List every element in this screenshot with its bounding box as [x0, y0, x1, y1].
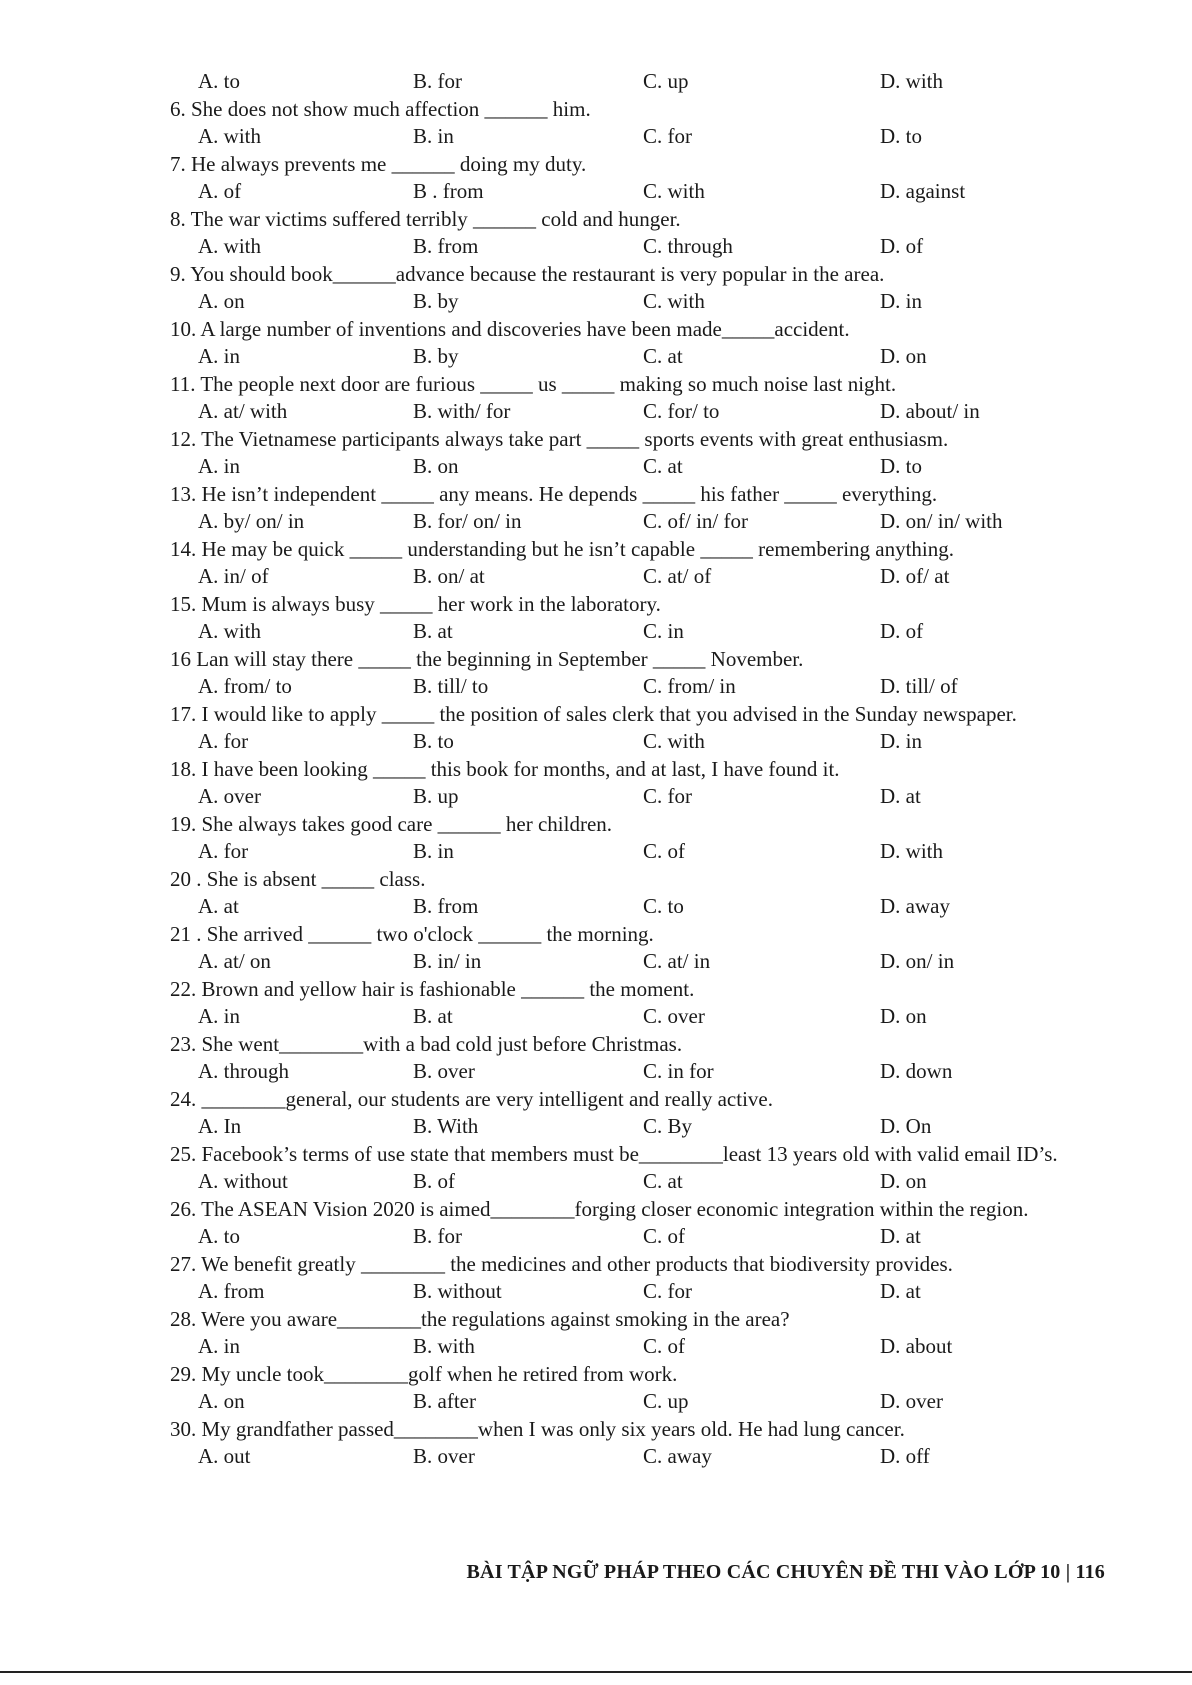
question-text: 11. The people next door are furious _____ us _____ making so much noise last night.: [170, 371, 897, 396]
question-text: 21 . She arrived ______ two o'clock ______ the morning.: [170, 921, 654, 946]
option-row: [170, 123, 1105, 151]
option-a: A. with: [198, 234, 261, 258]
option-b: B. of: [413, 1169, 455, 1193]
option-row: [170, 1388, 1105, 1416]
option-a: A. in: [198, 344, 240, 368]
bottom-divider: [0, 1671, 1192, 1673]
question-text: 22. Brown and yellow hair is fashionable ______ the moment.: [170, 976, 695, 1001]
option-c: C. with: [643, 289, 705, 313]
option-a: A. to: [198, 1224, 240, 1248]
option-row: [170, 1223, 1105, 1251]
question-text: 23. She went________with a bad cold just before Christmas.: [170, 1031, 683, 1056]
option-c: C. for: [643, 124, 692, 148]
option-b: B. with/ for: [413, 399, 511, 423]
option-b: B . from: [413, 179, 484, 203]
option-b: B. on/ at: [413, 564, 485, 588]
option-d: D. to: [880, 124, 922, 148]
question-text: 18. I have been looking _____ this book for months, and at last, I have found it.: [170, 756, 840, 781]
option-row: [170, 398, 1105, 426]
question-text: 16 Lan will stay there _____ the beginning in September _____ November.: [170, 646, 804, 671]
option-b: B. for: [413, 1224, 462, 1248]
option-row: [170, 1443, 1105, 1471]
question-text: 6. She does not show much affection ______ him.: [170, 96, 591, 121]
option-b: B. to: [413, 729, 454, 753]
option-a: A. from: [198, 1279, 265, 1303]
option-a: A. in: [198, 454, 240, 478]
option-b: B. with: [413, 1334, 475, 1358]
option-d: D. on: [880, 344, 927, 368]
option-row: [170, 563, 1105, 591]
question-text: 28. Were you aware________the regulations against smoking in the area?: [170, 1306, 790, 1331]
option-row: [170, 783, 1105, 811]
option-c: C. of: [643, 839, 685, 863]
option-b: B. after: [413, 1389, 476, 1413]
option-c: C. up: [643, 69, 689, 93]
question-text: 24. ________general, our students are very intelligent and really active.: [170, 1086, 773, 1111]
option-d: D. in: [880, 289, 922, 313]
option-row: [170, 838, 1105, 866]
option-b: B. for: [413, 69, 462, 93]
option-c: C. up: [643, 1389, 689, 1413]
option-row: [170, 453, 1105, 481]
question-text: 14. He may be quick _____ understanding but he isn’t capable _____ remembering anything.: [170, 536, 955, 561]
option-a: A. in/ of: [198, 564, 269, 588]
option-row: [170, 948, 1105, 976]
option-b: B. on: [413, 454, 459, 478]
option-c: C. with: [643, 729, 705, 753]
option-c: C. at/ in: [643, 949, 711, 973]
option-b: B. over: [413, 1444, 475, 1468]
option-d: D. at: [880, 1224, 921, 1248]
question-text: 26. The ASEAN Vision 2020 is aimed________forging closer economic integration within the region.: [170, 1196, 1029, 1221]
option-d: D. with: [880, 69, 943, 93]
option-a: A. at/ on: [198, 949, 271, 973]
option-row-top: [170, 68, 1105, 96]
option-d: D. on/ in: [880, 949, 955, 973]
option-a: A. on: [198, 289, 245, 313]
option-c: C. over: [643, 1004, 705, 1028]
option-row: [170, 1113, 1105, 1141]
option-d: D. of: [880, 234, 924, 258]
option-row: [170, 1333, 1105, 1361]
option-a: A. to: [198, 69, 240, 93]
option-d: D. off: [880, 1444, 930, 1468]
option-b: B. in: [413, 839, 454, 863]
question-text: 17. I would like to apply _____ the position of sales clerk that you advised in the Sunday newspaper.: [170, 701, 1017, 726]
option-b: B. in/ in: [413, 949, 482, 973]
option-d: D. till/ of: [880, 674, 958, 698]
option-b: B. till/ to: [413, 674, 489, 698]
question-text: 7. He always prevents me ______ doing my duty.: [170, 151, 587, 176]
option-a: A. of: [198, 179, 242, 203]
option-c: C. from/ in: [643, 674, 736, 698]
option-d: D. on: [880, 1004, 927, 1028]
question-text: 12. The Vietnamese participants always take part _____ sports events with great enthusiasm.: [170, 426, 949, 451]
option-c: C. at: [643, 1169, 683, 1193]
option-c: C. with: [643, 179, 705, 203]
option-d: D. at: [880, 784, 921, 808]
option-d: D. over: [880, 1389, 943, 1413]
option-d: D. against: [880, 179, 966, 203]
question-text: 27. We benefit greatly ________ the medicines and other products that biodiversity provides.: [170, 1251, 953, 1276]
option-d: D. away: [880, 894, 950, 918]
option-d: D. on/ in/ with: [880, 509, 1003, 533]
option-c: C. away: [643, 1444, 712, 1468]
option-a: A. In: [198, 1114, 242, 1138]
option-d: D. down: [880, 1059, 953, 1083]
option-a: A. on: [198, 1389, 245, 1413]
option-c: C. By: [643, 1114, 693, 1138]
option-row: [170, 343, 1105, 371]
option-row: [170, 1168, 1105, 1196]
option-row: [170, 1278, 1105, 1306]
question-text: 29. My uncle took________golf when he retired from work.: [170, 1361, 678, 1386]
option-c: C. of: [643, 1334, 685, 1358]
option-c: C. of: [643, 1224, 685, 1248]
option-d: D. On: [880, 1114, 932, 1138]
option-row: [170, 1003, 1105, 1031]
question-list: [170, 68, 1105, 1471]
option-b: B. at: [413, 619, 453, 643]
option-c: C. in for: [643, 1059, 714, 1083]
option-d: D. about: [880, 1334, 953, 1358]
option-a: A. in: [198, 1334, 240, 1358]
option-b: B. from: [413, 234, 479, 258]
option-c: C. for: [643, 1279, 692, 1303]
option-a: A. by/ on/ in: [198, 509, 305, 533]
question-text: 15. Mum is always busy _____ her work in the laboratory.: [170, 591, 661, 616]
option-c: C. for: [643, 784, 692, 808]
option-a: A. for: [198, 729, 249, 753]
option-row: [170, 893, 1105, 921]
question-text: 20 . She is absent _____ class.: [170, 866, 426, 891]
option-row: [170, 673, 1105, 701]
option-b: B. without: [413, 1279, 502, 1303]
option-a: A. out: [198, 1444, 251, 1468]
option-c: C. of/ in/ for: [643, 509, 748, 533]
option-row: [170, 508, 1105, 536]
option-a: A. with: [198, 124, 261, 148]
option-d: D. to: [880, 454, 922, 478]
option-b: B. from: [413, 894, 479, 918]
option-b: B. up: [413, 784, 459, 808]
option-d: D. in: [880, 729, 922, 753]
option-b: B. by: [413, 344, 459, 368]
option-c: C. in: [643, 619, 684, 643]
option-a: A. through: [198, 1059, 289, 1083]
question-text: 13. He isn’t independent _____ any means. He depends _____ his father _____ everything.: [170, 481, 938, 506]
question-text: 30. My grandfather passed________when I was only six years old. He had lung cancer.: [170, 1416, 905, 1441]
question-text: 25. Facebook’s terms of use state that members must be________least 13 years old with valid email ID’s.: [170, 1141, 1058, 1166]
option-b: B. With: [413, 1114, 479, 1138]
option-a: A. over: [198, 784, 261, 808]
option-d: D. with: [880, 839, 943, 863]
option-c: C. at: [643, 454, 683, 478]
option-d: D. about/ in: [880, 399, 980, 423]
question-text: 9. You should book______advance because the restaurant is very popular in the area.: [170, 261, 885, 286]
question-text: 10. A large number of inventions and discoveries have been made_____accident.: [170, 316, 850, 341]
option-row: [170, 1058, 1105, 1086]
option-a: A. from/ to: [198, 674, 292, 698]
option-a: A. in: [198, 1004, 240, 1028]
option-row: [170, 178, 1105, 206]
option-c: C. at: [643, 344, 683, 368]
option-a: A. without: [198, 1169, 288, 1193]
option-row: [170, 728, 1105, 756]
option-d: D. of/ at: [880, 564, 950, 588]
option-b: B. in: [413, 124, 454, 148]
option-b: B. over: [413, 1059, 475, 1083]
option-row: [170, 618, 1105, 646]
option-c: C. at/ of: [643, 564, 712, 588]
page-footer: BÀI TẬP NGỮ PHÁP THEO CÁC CHUYÊN ĐỀ THI VÀO LỚP 10 | 116: [466, 1561, 1105, 1583]
option-row: [170, 288, 1105, 316]
option-b: B. for/ on/ in: [413, 509, 522, 533]
option-c: C. for/ to: [643, 399, 720, 423]
option-c: C. through: [643, 234, 733, 258]
option-b: B. at: [413, 1004, 453, 1028]
option-a: A. with: [198, 619, 261, 643]
option-d: D. at: [880, 1279, 921, 1303]
option-row: [170, 233, 1105, 261]
option-d: D. on: [880, 1169, 927, 1193]
option-a: A. at/ with: [198, 399, 288, 423]
option-d: D. of: [880, 619, 924, 643]
option-a: A. at: [198, 894, 239, 918]
option-c: C. to: [643, 894, 684, 918]
question-text: 8. The war victims suffered terribly ______ cold and hunger.: [170, 206, 681, 231]
option-b: B. by: [413, 289, 459, 313]
option-a: A. for: [198, 839, 249, 863]
question-text: 19. She always takes good care ______ her children.: [170, 811, 613, 836]
